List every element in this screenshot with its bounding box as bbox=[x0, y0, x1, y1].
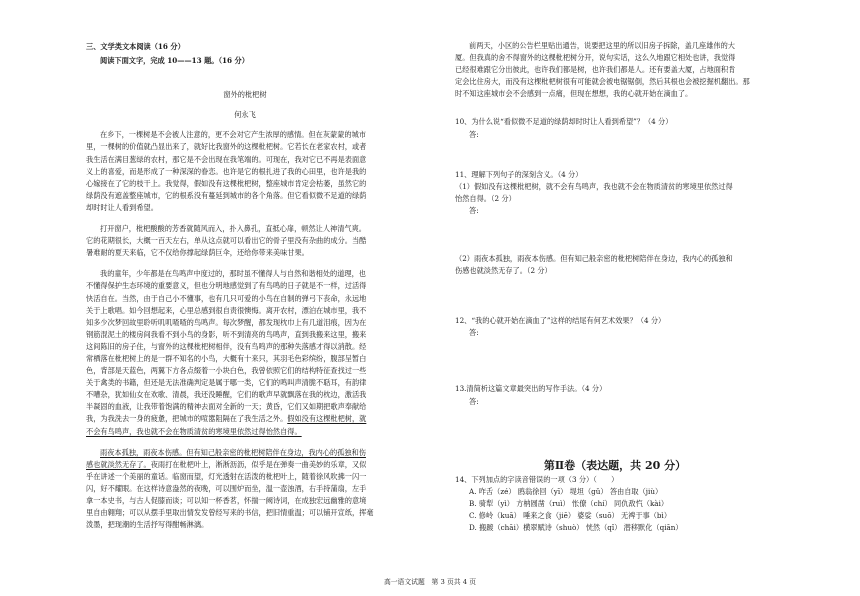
paragraph-3 bbox=[86, 268, 404, 437]
text-line: 时不知这座城市会不会感到一点痛，但现在想想，我的心就开始在滴血了。 bbox=[455, 89, 693, 99]
text-line bbox=[86, 413, 404, 425]
underlined-sentence: 不会有鸟鸣声，我也就不会在物质清贫的寒境里依然过得怡然自得。 bbox=[86, 426, 302, 436]
paragraph-2 bbox=[86, 223, 404, 259]
paragraph-1 bbox=[86, 129, 404, 214]
text-line: 钢筋混泥土的楼房间我看不到小鸟的身影，听不到清亮的鸟鸣声，直到我搬来这里，搬来 bbox=[86, 329, 367, 339]
answer-label: 答: bbox=[469, 205, 479, 215]
text-line bbox=[86, 426, 404, 438]
underlined-sentence: 假如没有这棵枇杷树，就 bbox=[287, 414, 367, 424]
text-line: 这间陈旧的房子住，与窗外的这棵枇杷树相伴，没有鸟鸣声的那种失落感才得以消散。经 bbox=[86, 341, 367, 351]
text-line: 我生活在满目葱绿的农村，那它是不会出现在我笔端的。可现在，我对它已不再是表面意 bbox=[86, 154, 367, 164]
text-line bbox=[86, 447, 404, 459]
right-column bbox=[455, 0, 775, 596]
question-11-part-2: （2）雨夜本孤独，雨夜本伤感。但有知己般亲密的枇杷树陪伴在身边，我内心的孤独和 bbox=[455, 254, 733, 264]
question-14: 14、下列加点的字读音错误的一项（3 分）（ ） bbox=[455, 474, 619, 484]
text-line: 拿一本史书，与古人促膝而谈；可以知一杯香茗，怀揣一阙诗词，在成独宏远幽雅的意境 bbox=[86, 496, 367, 505]
question-11-part-1: （1）假如没有这棵枇杷树，就不会有鸟鸣声，我也就不会在物质清贫的寒境里依然过得 bbox=[455, 181, 733, 191]
text-line: 厦。但我真的舍不得窗外的这棵枇杷树分开，说句实话，这么久地跟它相处也讲，我觉得 bbox=[455, 53, 736, 63]
paragraph-5 bbox=[455, 40, 775, 100]
text-line bbox=[86, 459, 404, 471]
text-segment: 夜雨打在枇杷叶上，淅淅沥沥，似乎是在弹奏一曲美妙的乐章，又似 bbox=[150, 459, 367, 469]
text-line: 泼墨，把现潮的生活抒写得酣畅淋漓。 bbox=[86, 520, 209, 530]
underlined-sentence: 雨夜本孤独，雨夜本伤感。但有知己般亲密的枇杷树陪伴在身边，我内心的孤独和伤 bbox=[100, 447, 366, 457]
question-11-part-2-cont: 伤感也就淡然无存了。（2 分） bbox=[455, 266, 552, 276]
text-line: 里，一棵树的价值就凸显出来了，就好比我窗外的这棵枇杷树。它若长在老家农村，或者 bbox=[86, 142, 367, 152]
reading-instruction: 阅读下面文字，完成 10——13 题。（16 分） bbox=[100, 56, 249, 66]
option-a: A. 咋舌（zé） 鸥翁徐回（yī） 堤坦（gǔ） 答由自取（jiù） bbox=[469, 486, 663, 496]
option-d: D. 搬踱（chāi）横翠赋诗（shuò） 恍然（qǐ） 潜移默化（qiān） bbox=[469, 522, 683, 532]
paragraph-4 bbox=[86, 447, 404, 532]
question-11-part-1-cont: 怡然自得。（2 分） bbox=[455, 193, 516, 203]
option-b: B. 骑犁（yì） 方枘圆凿（ruì） 怅僚（chí） 同仇敌忾（kài） bbox=[469, 498, 669, 508]
text-line: 义上的喜爱，而是形成了一种深深的眷恋。也许是它的根扎进了我的心田里，也许是我的 bbox=[86, 166, 367, 176]
answer-label: 答: bbox=[469, 129, 479, 139]
text-line: 闪，好不耀眼。在这样诗意盎然的夜晚，可以围炉而坐，温一壶浊酒，右手持蒲扇，左手 bbox=[86, 483, 367, 493]
article-title: 窗外的枇杷树 bbox=[223, 90, 267, 100]
page-footer: 高一语文试题 第 3 页共 4 页 bbox=[383, 578, 477, 586]
text-line: 在乡下，一棵树是不会被人注意的，更不会对它产生浓厚的感情。但在灰蒙蒙的城市 bbox=[100, 130, 366, 140]
text-line: 已经很难跟它分出彼此，也许我们都是树，也许我们都是人。还有要盖大厦，占地面积肯 bbox=[455, 65, 736, 75]
text-line: 里自由翱翔；可以从摆手里取出情发发曾经写来的书信，把旧情重温；可以铺开宣纸，挥毫 bbox=[86, 508, 374, 518]
text-line: 快活自在。当然，由于自己小不懂事，也有几只可爱的小鸟在自制的弹弓下丧命，永远地 bbox=[86, 293, 367, 303]
text-line: 绿荫没有遮盖整座城市，它的根系没有蔓延到城市的各个角落。但它看似微不足道的绿荫 bbox=[86, 190, 367, 200]
question-12: 12、“我的心就开始在滴血了”这样的结尾有何艺术效果？（4 分） bbox=[455, 316, 666, 326]
question-11: 11、理解下列句子的深刻含义。（4 分） bbox=[455, 169, 583, 179]
section-heading: 三、文学类文本阅读（16 分） bbox=[86, 42, 185, 51]
answer-label: 答: bbox=[469, 396, 479, 406]
answer-label: 答: bbox=[469, 328, 479, 338]
text-line: 却时时让人看到希望。 bbox=[86, 202, 158, 212]
text-line: 乎在讲述一个美丽的童话。临窗而望，灯光透射在活泼的枇杷叶上，随着徐风吹拂一闪一 bbox=[86, 471, 367, 481]
text-line: 关于禽类的书籍，但还是无法准确判定是属于哪一类，它们的鸣叫声清脆不聒耳，有韵律 bbox=[86, 378, 367, 388]
text-line: 前两天，小区的公告栏里贴出通告，说要把这里的所以旧房子拆除，盖几座雄伟的大 bbox=[469, 41, 735, 50]
text-line: 不懂得保护生态环境的重要意义，但也分明地感觉到了有鸟鸣的日子就是不一样，过活得 bbox=[86, 281, 367, 291]
text-line: 心嫁接在了它的枝干上。我觉得，假如没有这棵枇杷树，整座城市肯定会枯萎，虽然它的 bbox=[86, 178, 367, 188]
text-line: 关于上歌唱。如今回想起来，心里总感到很自责很懊悔。离开农村，漂泊在城市里，我不 bbox=[86, 305, 367, 315]
text-line: 常栖落在枇杷树上的是一群不知名的小鸟，大概有十来只，其羽毛色彩缤纷，腹部呈暂白 bbox=[86, 353, 367, 363]
text-line: 定会比住房大，而没有这棵枇杷树很有可能就会被电锯锯倒，然后其根也会被挖掘机翻出。那 bbox=[455, 77, 750, 87]
underlined-sentence: 感也就淡然无存了。 bbox=[86, 459, 151, 469]
text-line: 不嘈杂，犹如仙女在欢歌、清晨，我还没睡醒，它们的歌声早就飘落在我的枕边，激活我 bbox=[86, 390, 367, 400]
section-2-heading: 第Ⅱ卷（表达题，共 20 分） bbox=[543, 458, 687, 472]
text-line: 它的花期很长，大概一百天左右，单从这点就可以看出它的骨子里没有杂曲的成分。当酷 bbox=[86, 236, 367, 246]
left-column bbox=[86, 0, 404, 596]
question-13: 13.清简析这篇文章最突出的写作手法。（4 分） bbox=[455, 384, 607, 394]
question-10: 10、为什么说“看似微不足道的绿荫却时时让人看到希望”？（4 分） bbox=[455, 117, 673, 127]
text-line: 半凝固的血液，让我带着饱满的精神去面对全新的一天；黄昏，它们又如期把歌声奉献给 bbox=[86, 402, 367, 412]
text-line: 打开窗户，枇杷酸酸的芳香就随风而入，扑入鼻孔，直抵心扉，顿然让人神清气爽。 bbox=[100, 224, 366, 234]
text-line: 暑难耐的夏天来临，它不仅给你撑起绿荫巨伞，还给你带来美味甘果。 bbox=[86, 248, 309, 258]
text-line: 知多少次梦回故里聆听叽叽喳喳的鸟鸣声。每次梦醒，都发现枕巾上有几道泪痕，因为在 bbox=[86, 317, 367, 327]
text-line: 我的童年，少年都是在鸟鸣声中度过的，那时虽不懂得人与自然和谐相处的道理，也 bbox=[100, 269, 366, 279]
option-c: C. 修岭（kuā） 唾来之食（jiē） 婆娑（suō） 无裨于事（bì） bbox=[469, 510, 672, 520]
text-line: 色，背部是天蓝色，两翼下方各点缀着一小块白色，我曾依照它们的结构特征查找过一些 bbox=[86, 366, 367, 376]
text-segment: 我，为我洗去一身的疲惫，把城市的喧嚣阻隔在了我生活之外。 bbox=[86, 414, 288, 424]
article-author: 何永飞 bbox=[234, 110, 256, 120]
